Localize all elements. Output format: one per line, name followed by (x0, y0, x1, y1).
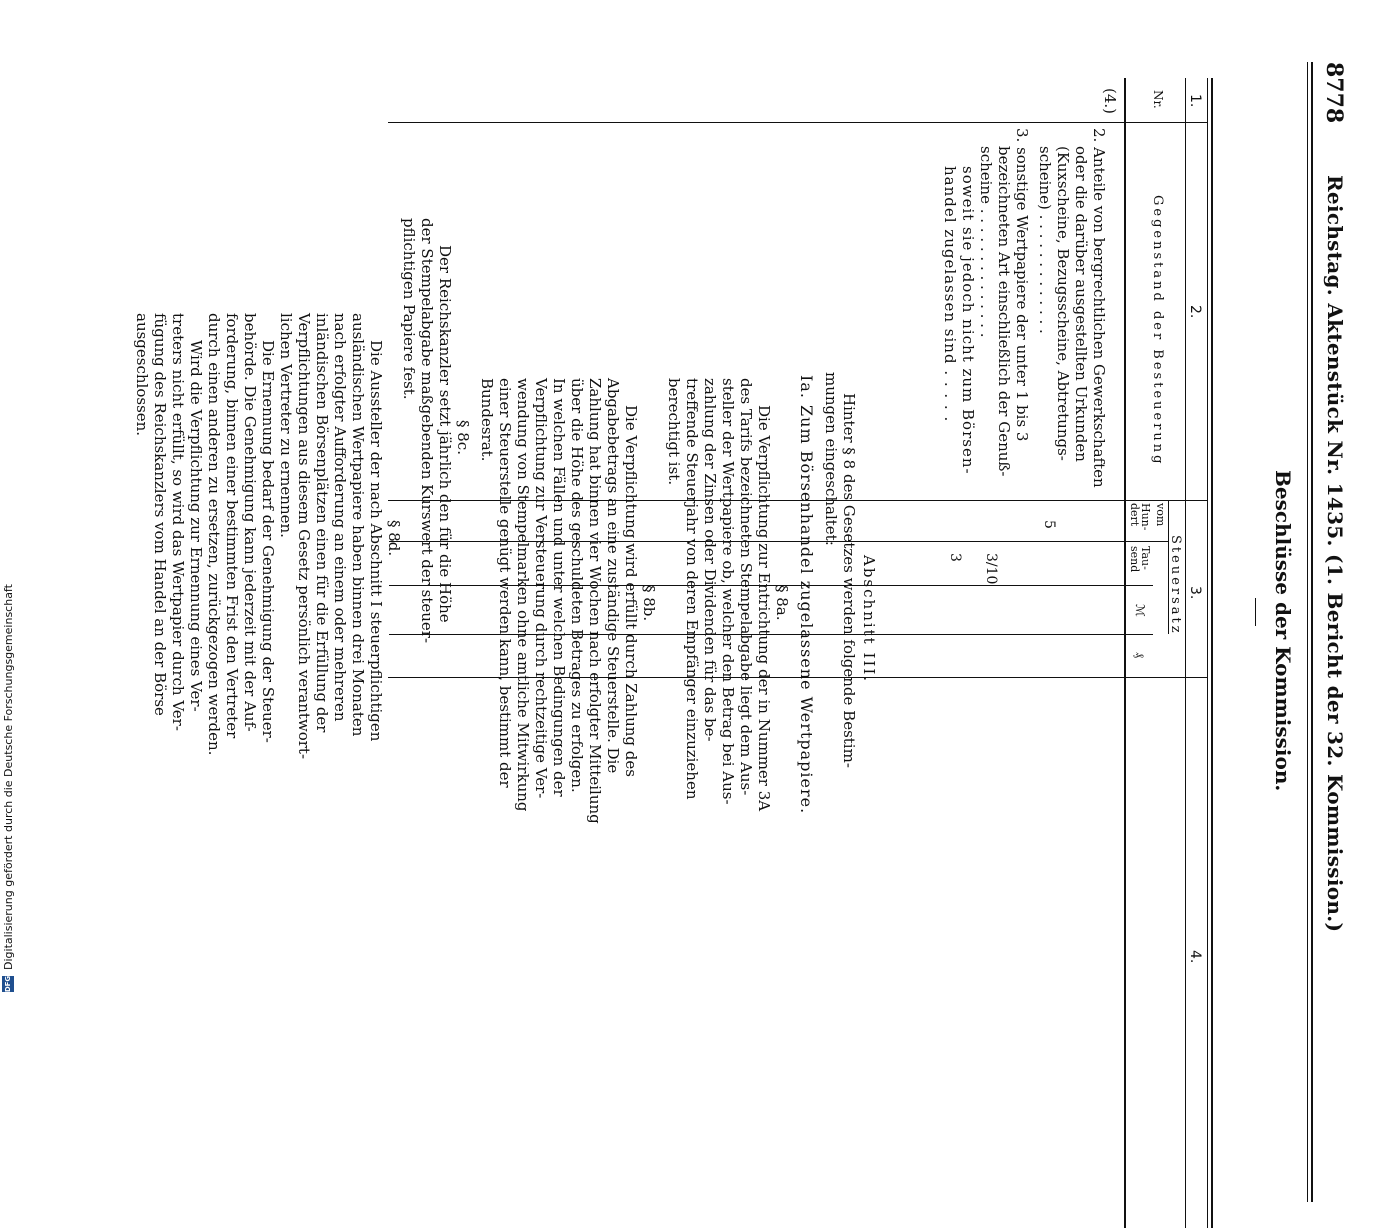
section-heading: Abschnitt III. (860, 555, 878, 684)
body-line: lichen Vertreter zu ernennen. (277, 313, 295, 538)
paragraph-title: § 8c. (454, 420, 472, 455)
column-number: 2. (1187, 305, 1203, 319)
body-line: ausländischen Wertpapiere haben binnen drei Monaten (349, 313, 367, 737)
page-title: Beschlüsse der Kommission. (1271, 470, 1295, 792)
body-line: Wird die Verpflichtung zur Ernennung eines Ver- (187, 340, 205, 712)
table-text-line: handel zugelassen sind . . . . . (941, 166, 959, 423)
col-subheader-pf: ₰ (1133, 652, 1147, 658)
dfg-logo: DFG (4, 975, 12, 993)
footer-note (0, 584, 16, 1000)
col-header-subject: Gegenstand der Besteuerung (1150, 195, 1165, 467)
body-line: behörde. Die Genehmigung kann jederzeit mit der Auf- (241, 313, 259, 732)
table-text-line: scheine . . . . . . . . . . . . . . (977, 146, 995, 338)
body-line: steller der Wertpapiere ob, welcher den Betrag bei Aus- (719, 378, 737, 805)
col-subheader-vom: vom (1154, 503, 1167, 527)
rate-value: 3 (947, 553, 963, 562)
col-header-rate: Steuersatz (1168, 535, 1183, 636)
body-line: fügung des Reichskanzlers vom Handel an der Börse (151, 313, 169, 716)
column-number-rule (1185, 78, 1186, 1228)
body-line: Abgabebetrags an eine zuständige Steuerstelle. Die (604, 378, 622, 774)
table-top-rule (1211, 78, 1213, 1228)
rate-value: 5 (1041, 520, 1057, 529)
table-text-line: (Kuxscheine, Bezugsscheine, Abtretungs- (1054, 146, 1072, 461)
body-line: ausgeschlossen. (133, 313, 151, 437)
body-line: inländischen Börsenplätzen einen für die Erfüllung der (313, 313, 331, 733)
footer-note-wrapper (0, 584, 16, 1000)
body-line: Die Aussteller der nach Abschnitt I steuerpflichtigen (367, 340, 385, 742)
table-text-line: bezeichneten Art einschließlich der Genuß- (995, 146, 1013, 477)
subsection-heading: Ia. Zum Börsenhandel zugelassene Wertpapiere. (797, 375, 816, 815)
body-line: des Tarifs bezeichneten Stempelabgabe liegt dem Aus- (737, 378, 755, 796)
header-bottom-rule (1124, 78, 1126, 1228)
paragraph-title: § 8b. (640, 585, 658, 622)
body-line: wendung von Stempelmarken ohne amtliche Mitwirkung (514, 378, 532, 812)
body-line: durch einen anderen zu ersetzen, zurückgezogen werden. (205, 313, 223, 756)
page-header: Reichstag. Aktenstück Nr. 1435. (1. Bericht der 32. Kommission.) (1323, 175, 1347, 933)
body-line: der Stempelabgabe maßgebenden Kurswert der steuer- (418, 218, 436, 644)
column-number: 1. (1187, 94, 1203, 108)
body-line: zahlung der Zinsen oder Dividenden für das be- (701, 378, 719, 742)
body-line: Die Ernennung bedarf der Genehmigung der Steuer- (259, 340, 277, 743)
header-rule (1307, 62, 1308, 1202)
body-line: nach erfolgter Aufforderung an einem oder mehreren (331, 313, 349, 722)
table-text-line: soweit sie jedoch nicht zum Börsen- (959, 166, 977, 475)
rate-value: 3/10 (983, 553, 999, 585)
body-line: treters nicht erfüllt, so wird das Wertpapier durch Ver- (169, 313, 187, 731)
table-text-line: 3. sonstige Wertpapiere der unter 1 bis 3 (1013, 128, 1031, 442)
col-header-nr: Nr. (1151, 90, 1165, 109)
body-line: Die Verpflichtung zur Entrichtung der in Nummer 3A (755, 405, 773, 812)
paragraph-title: § 8a. (773, 585, 791, 621)
page-number: 8778 (1321, 62, 1347, 124)
body-line: In welchen Fällen und unter welchen Bedingungen der (550, 378, 568, 797)
body-line: Hinter § 8 des Gesetzes werden folgende Bestim- (840, 393, 858, 768)
body-line: treffende Steuerjahr von deren Empfänger einzuziehen (683, 378, 701, 800)
column-number: 4. (1187, 950, 1203, 964)
body-line: pflichtigen Papiere fest. (400, 218, 418, 400)
row-number: (4.) (1101, 88, 1119, 115)
footer-note-text: Digitalisierung gefördert durch die Deutsche Forschungsgemeinschaft (1, 584, 15, 970)
table-text-line: oder die darüber ausgestellten Urkunden (1072, 146, 1090, 462)
table-text-line: scheine) . . . . . . . . . . . . . (1036, 146, 1054, 334)
body-line: Die Verpflichtung wird erfüllt durch Zahlung des (622, 405, 640, 777)
col-subheader-hundert: Hun-dert (1128, 503, 1152, 531)
col-subheader-mark: ℳ (1133, 604, 1147, 617)
body-line: einer Steuerstelle genügt werden kann, bestimmt der (496, 378, 514, 788)
body-line: über die Höhe des geschuldeten Betrages zu erfolgen. (568, 378, 586, 793)
body-line: forderung, binnen einer bestimmten Frist den Vertreter (223, 313, 241, 739)
column-number: 3. (1187, 586, 1203, 600)
title-divider (1255, 598, 1256, 626)
paragraph-title: § 8d. (385, 520, 403, 557)
table-top-rule (1207, 78, 1208, 1228)
body-line: Verpflichtung zur Versteuerung durch rechtzeitige Ver- (532, 378, 550, 799)
body-line: Verpflichtungen aus diesem Gesetz persönlich verantwort- (295, 313, 313, 760)
body-line: Der Reichskanzler setzt jährlich den für die Höhe (436, 245, 454, 623)
col-divider-1 (388, 122, 1208, 123)
body-line: berechtigt ist. (665, 378, 683, 486)
table-text-line: 2. Anteile von bergrechtlichen Gewerkschaften (1090, 128, 1108, 488)
body-line: Bundesrat. (478, 378, 496, 462)
header-rule (1311, 62, 1313, 1202)
body-line: Zahlung hat binnen vier Wochen nach erfolgter Mitteilung (586, 378, 604, 824)
col-subheader-tausend: Tau-send (1128, 546, 1152, 573)
body-line: mungen eingeschaltet: (822, 372, 840, 546)
